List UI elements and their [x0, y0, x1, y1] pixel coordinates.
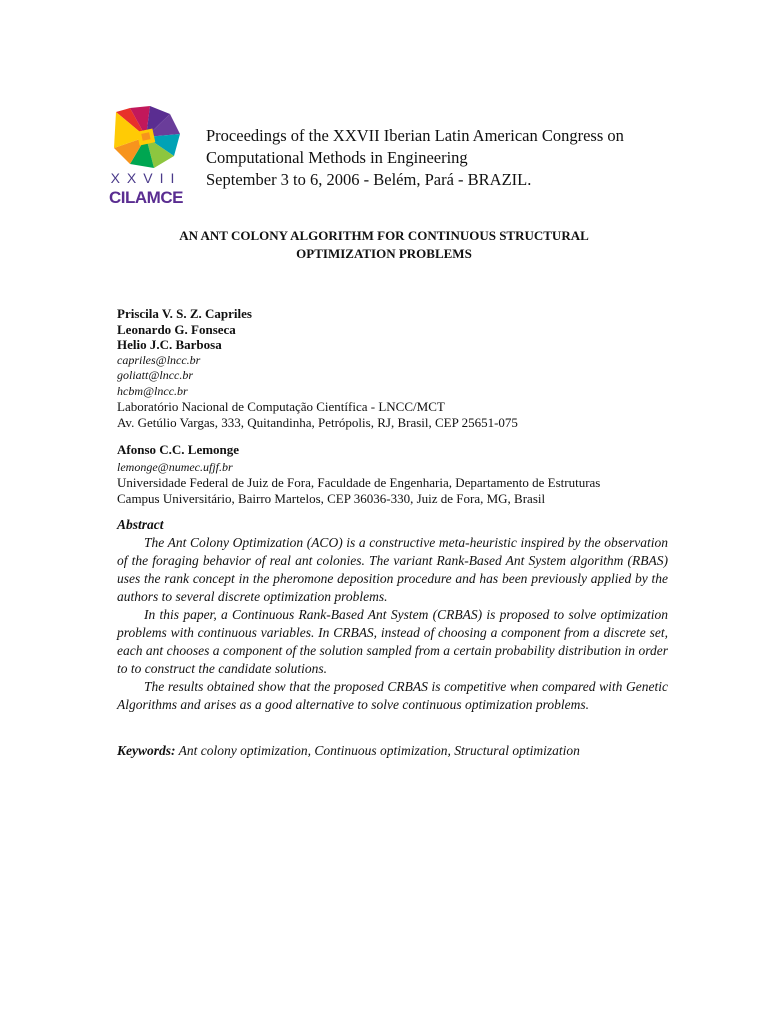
- abstract-paragraph: The Ant Colony Optimization (ACO) is a constructive meta-heuristic inspired by the observation of the foraging behavior of real ant colonies. The variant Rank-Based Ant System algorithm (RBAS) uses the rank concept in the pheromone deposition procedure and has been previously applied by the authors to several discrete optimization problems.: [117, 535, 668, 604]
- proceedings-line-3: September 3 to 6, 2006 - Belém, Pará - BRAZIL.: [206, 170, 532, 189]
- abstract-paragraph: The results obtained show that the proposed CRBAS is competitive when compared with Genetic Algorithms and arises as a good alternative to solve continuous optimization problems.: [117, 679, 668, 712]
- proceedings-line-1: Proceedings of the XXVII Iberian Latin American Congress on: [206, 126, 624, 145]
- keywords-line: [117, 742, 677, 760]
- author-name: Priscila V. S. Z. Capriles: [117, 306, 252, 321]
- author-address: Campus Universitário, Bairro Martelos, CEP 36036-330, Juiz de Fora, MG, Brasil: [117, 490, 546, 506]
- author-email: lemonge@numec.ufjf.br: [117, 459, 233, 474]
- paper-title-line-2: OPTIMIZATION PROBLEMS: [296, 246, 472, 261]
- author-block-2: [117, 442, 677, 506]
- abstract-section: [117, 516, 668, 714]
- keywords-text: Ant colony optimization, Continuous optimization, Structural optimization: [178, 743, 580, 758]
- paper-title-line-1: AN ANT COLONY ALGORITHM FOR CONTINUOUS STRUCTURAL: [179, 228, 589, 243]
- abstract-paragraph: In this paper, a Continuous Rank-Based Ant System (CRBAS) is proposed to solve optimization problems with continuous variables. In CRBAS, instead of choosing a component from a discrete set, each ant chooses a component of the solution sampled from a certain probability distribution in order to to construct the candidate solutions.: [117, 607, 668, 676]
- author-block-1: [117, 306, 677, 430]
- author-name: Afonso C.C. Lemonge: [117, 442, 240, 457]
- logo-name: CILAMCE: [109, 188, 183, 207]
- author-affiliation: Laboratório Nacional de Computação Científica - LNCC/MCT: [117, 399, 445, 414]
- author-affiliation: Universidade Federal de Juiz de Fora, Faculdade de Engenharia, Departamento de Estruturas: [117, 475, 601, 490]
- keywords-label: Keywords:: [117, 743, 176, 758]
- paper-title: [114, 227, 654, 263]
- logo-roman-numeral: XXVII: [110, 170, 182, 186]
- author-email: capriles@lncc.br: [117, 352, 201, 367]
- author-email: goliatt@lncc.br: [117, 368, 194, 382]
- author-email: hcbm@lncc.br: [117, 383, 188, 398]
- pinwheel-logo-icon: [108, 104, 184, 170]
- author-name: Helio J.C. Barbosa: [117, 337, 222, 352]
- proceedings-header: [206, 125, 624, 191]
- proceedings-line-2: Computational Methods in Engineering: [206, 148, 468, 167]
- author-address: Av. Getúlio Vargas, 333, Quitandinha, Petrópolis, RJ, Brasil, CEP 25651-075: [117, 414, 518, 430]
- author-name: Leonardo G. Fonseca: [117, 321, 236, 337]
- abstract-heading: Abstract: [117, 517, 164, 532]
- cilamce-logo: [104, 104, 188, 210]
